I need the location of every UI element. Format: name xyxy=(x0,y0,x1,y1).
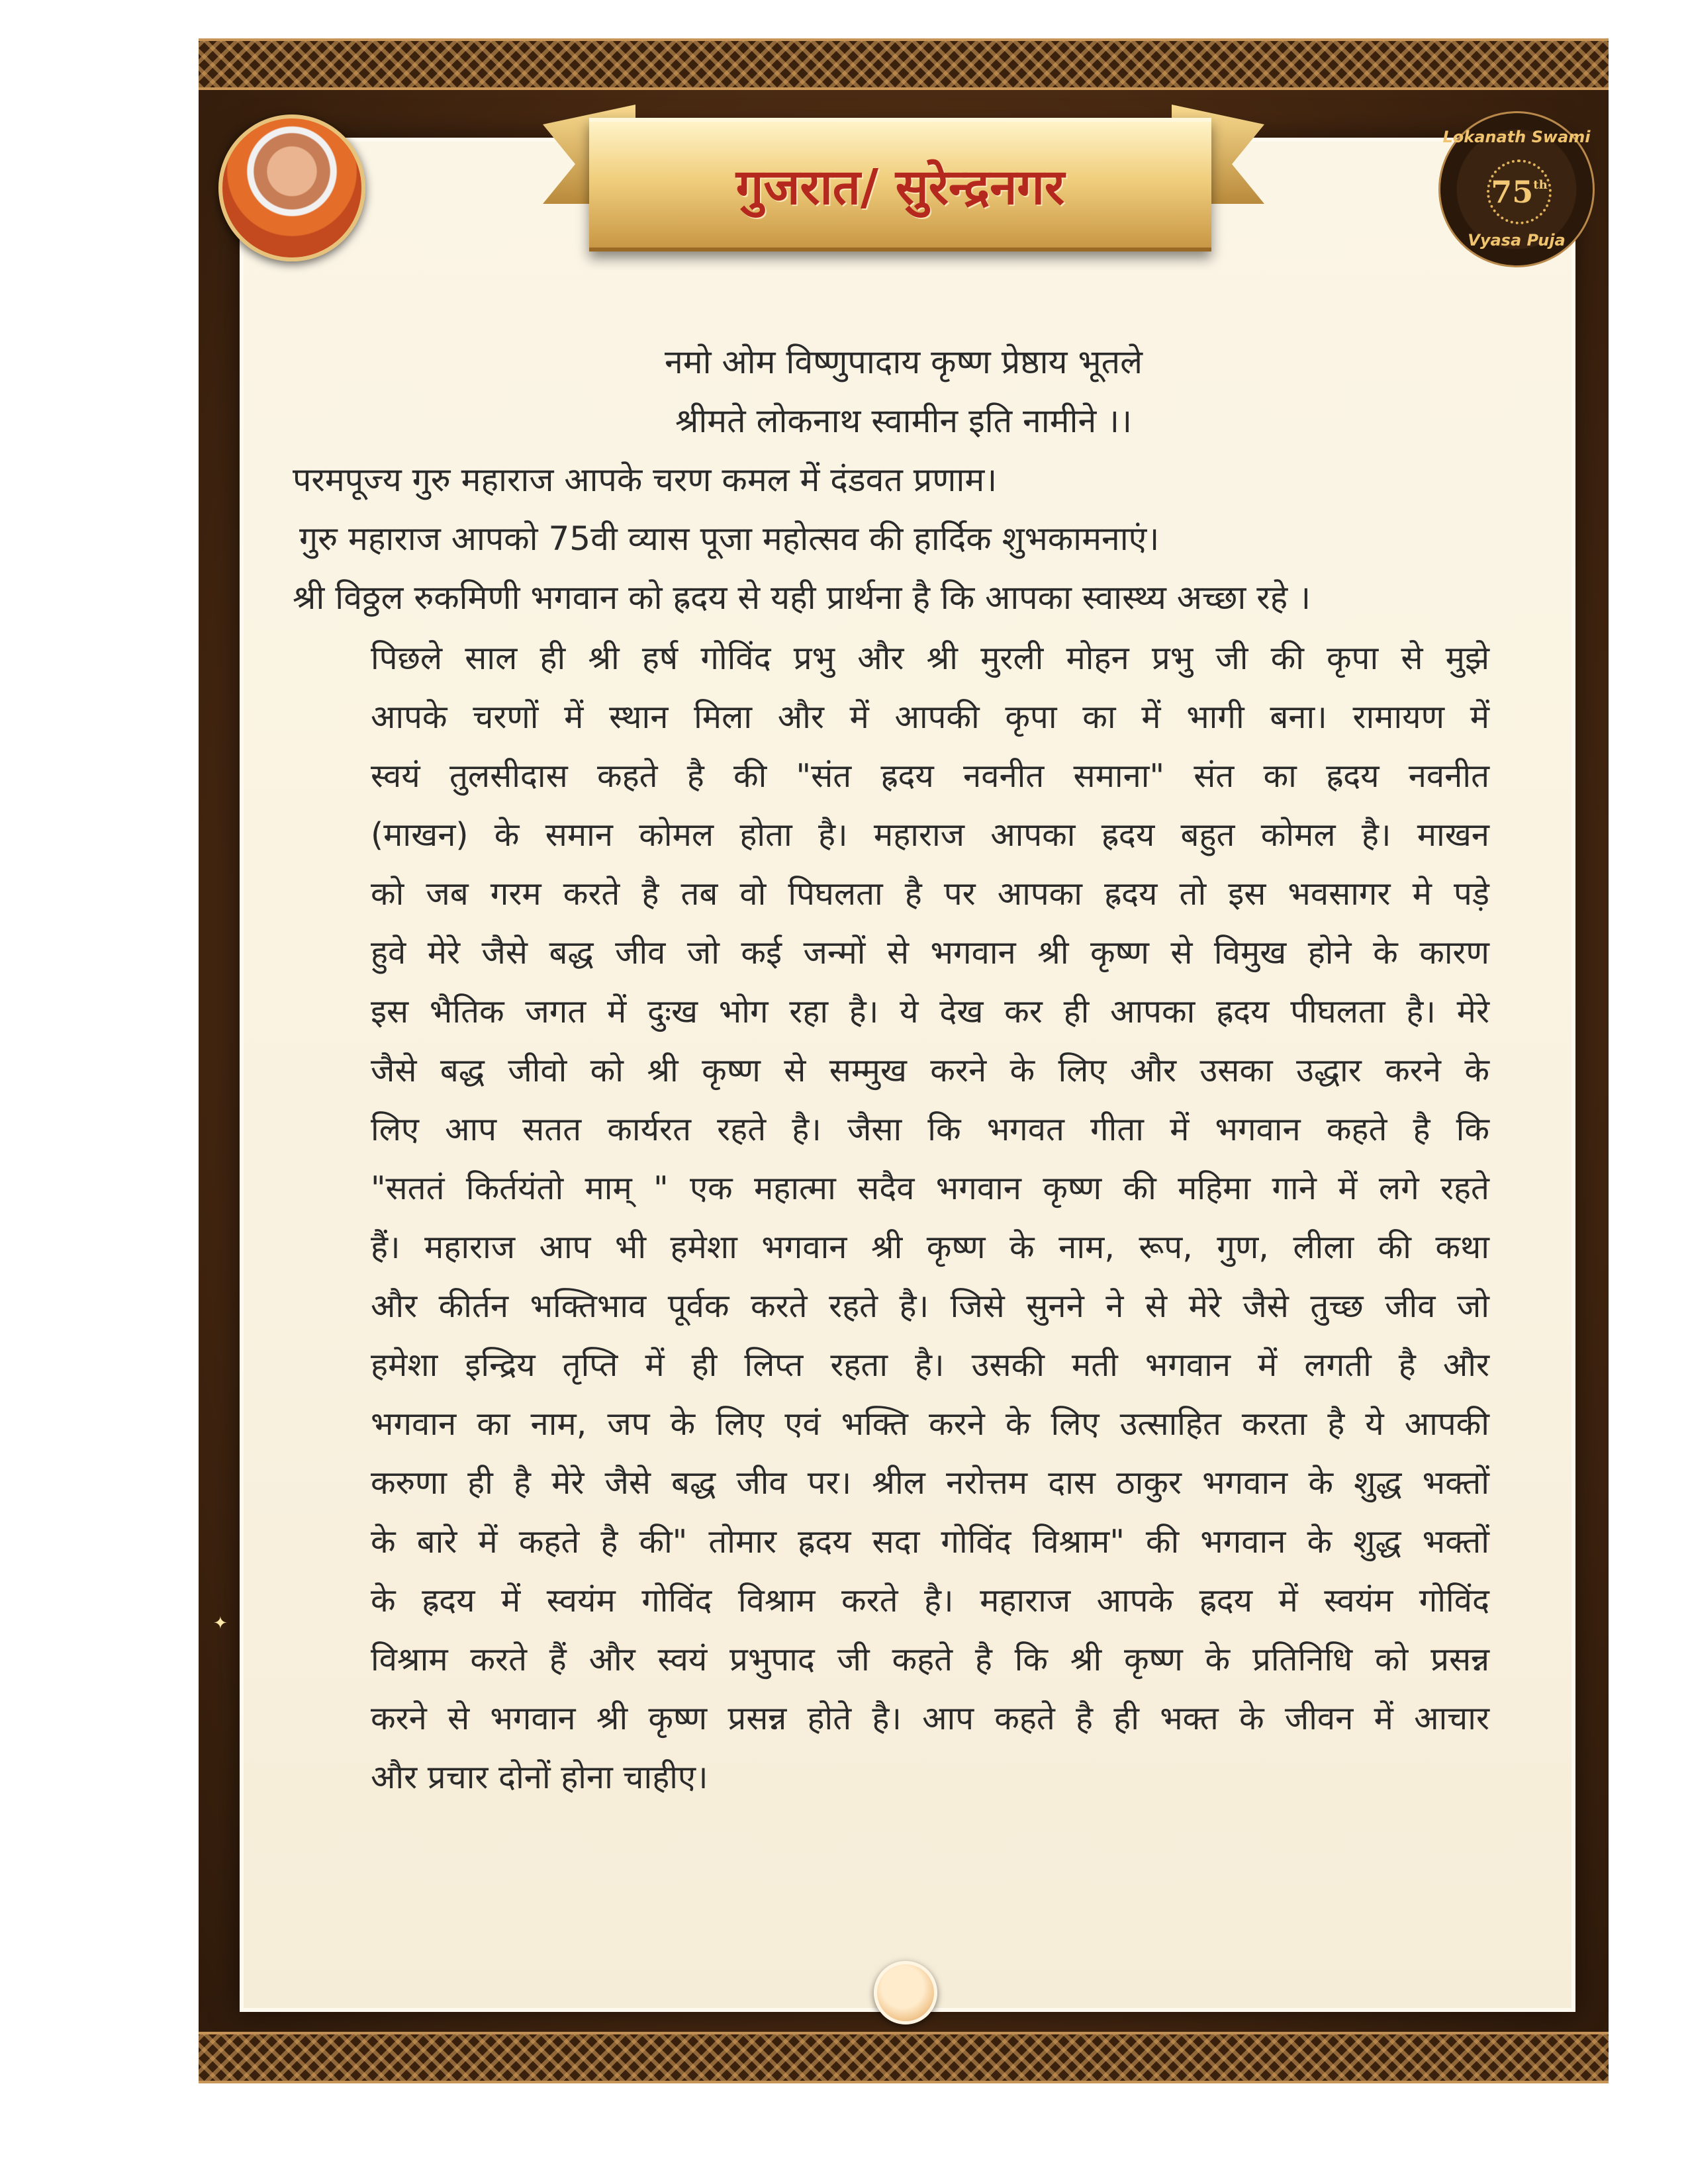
body-line: पिछले साल ही श्री हर्ष गोविंद प्रभु और श्री मुरली मोहन प्रभु जी की कृपा से मुझे xyxy=(371,639,1489,677)
body-line: विश्राम करते हैं और स्वयं प्रभुपाद जी कहते है कि श्री कृष्ण के प्रतिनिधि को प्रसन्न xyxy=(371,1641,1489,1678)
badge-top-text: Lokanath Swami xyxy=(1442,128,1591,146)
greeting-line-3: श्री विठ्ठल रुकमिणी भगवान को ह्रदय से यही प्रार्थना है कि आपका स्वास्थ्य अच्छा रहे । xyxy=(293,578,1311,617)
guru-portrait xyxy=(218,114,365,261)
badge-number xyxy=(1487,159,1552,224)
top-ornamental-border xyxy=(199,38,1609,90)
greeting-line-1: परमपूज्य गुरु महाराज आपके चरण कमल में दंडवत प्रणाम। xyxy=(293,461,998,499)
badge-bottom-text: Vyasa Puja xyxy=(1468,231,1566,250)
greeting-line-2: गुरु महाराज आपको 75वी व्यास पूजा महोत्सव की हार्दिक शुभकामनाएं। xyxy=(299,520,1160,558)
body-line: करने से भगवान श्री कृष्ण प्रसन्न होते है। आप कहते है ही भक्त के जीवन में आचार xyxy=(371,1700,1489,1737)
body-line: जैसे बद्ध जीवो को श्री कृष्ण से सम्मुख करने के लिए और उसका उद्धार करने के xyxy=(371,1052,1489,1089)
badge-number-suffix: th xyxy=(1533,177,1548,192)
body-line: "सततं किर्तयंतो माम् " एक महात्मा सदैव भगवान कृष्ण की महिमा गाने में लगे रहते xyxy=(371,1169,1489,1207)
page-title: गुजरात/ सुरेन्द्रनगर xyxy=(735,158,1065,216)
scroll-knob-ornament xyxy=(874,1961,937,2025)
letter-body xyxy=(371,629,1489,1807)
verse-line-2: श्रीमते लोकनाथ स्वामीन इति नामीने ।। xyxy=(675,402,1133,440)
body-line: आपके चरणों में स्थान मिला और में आपकी कृपा का में भागी बना। रामायण में xyxy=(371,698,1489,736)
sparkle-icon: ✦ xyxy=(213,1614,228,1633)
body-line: इस भैतिक जगत में दुःख भोग रहा है। ये देख कर ही आपका ह्रदय पीघलता है। मेरे xyxy=(371,993,1489,1030)
body-line: लिए आप सतत कार्यरत रहते है। जैसा कि भगवत गीता में भगवान कहते है कि xyxy=(371,1111,1489,1148)
body-line: के ह्रदय में स्वयंम गोविंद विश्राम करते है। महाराज आपके ह्रदय में स्वयंम गोविंद xyxy=(371,1582,1489,1619)
body-line: हुवे मेरे जैसे बद्ध जीव जो कई जन्मों से भगवान श्री कृष्ण से विमुख होने के कारण xyxy=(371,934,1489,972)
vyasa-puja-badge xyxy=(1438,111,1595,267)
body-line: करुणा ही है मेरे जैसे बद्ध जीव पर। श्रील नरोत्तम दास ठाकुर भगवान के शुद्ध भक्तों xyxy=(371,1464,1489,1502)
badge-number-value: 75 xyxy=(1491,174,1534,210)
title-ribbon xyxy=(589,118,1211,251)
body-line: हैं। महाराज आप भी हमेशा भगवान श्री कृष्ण के नाम, रूप, गुण, लीला की कथा xyxy=(371,1228,1489,1266)
bottom-ornamental-border xyxy=(199,2032,1609,2083)
body-line: (माखन) के समान कोमल होता है। महाराज आपका ह्रदय बहुत कोमल है। माखन xyxy=(371,816,1489,854)
verse-line-1: नमो ओम विष्णुपादाय कृष्ण प्रेष्ठाय भूतले xyxy=(664,343,1143,381)
body-line: और कीर्तन भक्तिभाव पूर्वक करते रहते है। जिसे सुनने ने से मेरे जैसे तुच्छ जीव जो xyxy=(371,1287,1489,1325)
body-line: को जब गरम करते है तब वो पिघलता है पर आपका ह्रदय तो इस भवसागर मे पड़े xyxy=(371,875,1489,913)
body-line: भगवान का नाम, जप के लिए एवं भक्ति करने के लिए उत्साहित करता है ये आपकी xyxy=(371,1405,1489,1443)
body-line: हमेशा इन्द्रिय तृप्ति में ही लिप्त रहता है। उसकी मती भगवान में लगती है और xyxy=(371,1346,1489,1384)
body-line: और प्रचार दोनों होना चाहीए। xyxy=(371,1758,708,1796)
body-line: के बारे में कहते है की" तोमार ह्रदय सदा गोविंद विश्राम" की भगवान के शुद्ध भक्तों xyxy=(371,1523,1489,1561)
body-line: स्वयं तुलसीदास कहते है की "संत ह्रदय नवनीत समाना" संत का ह्रदय नवनीत xyxy=(371,757,1489,795)
